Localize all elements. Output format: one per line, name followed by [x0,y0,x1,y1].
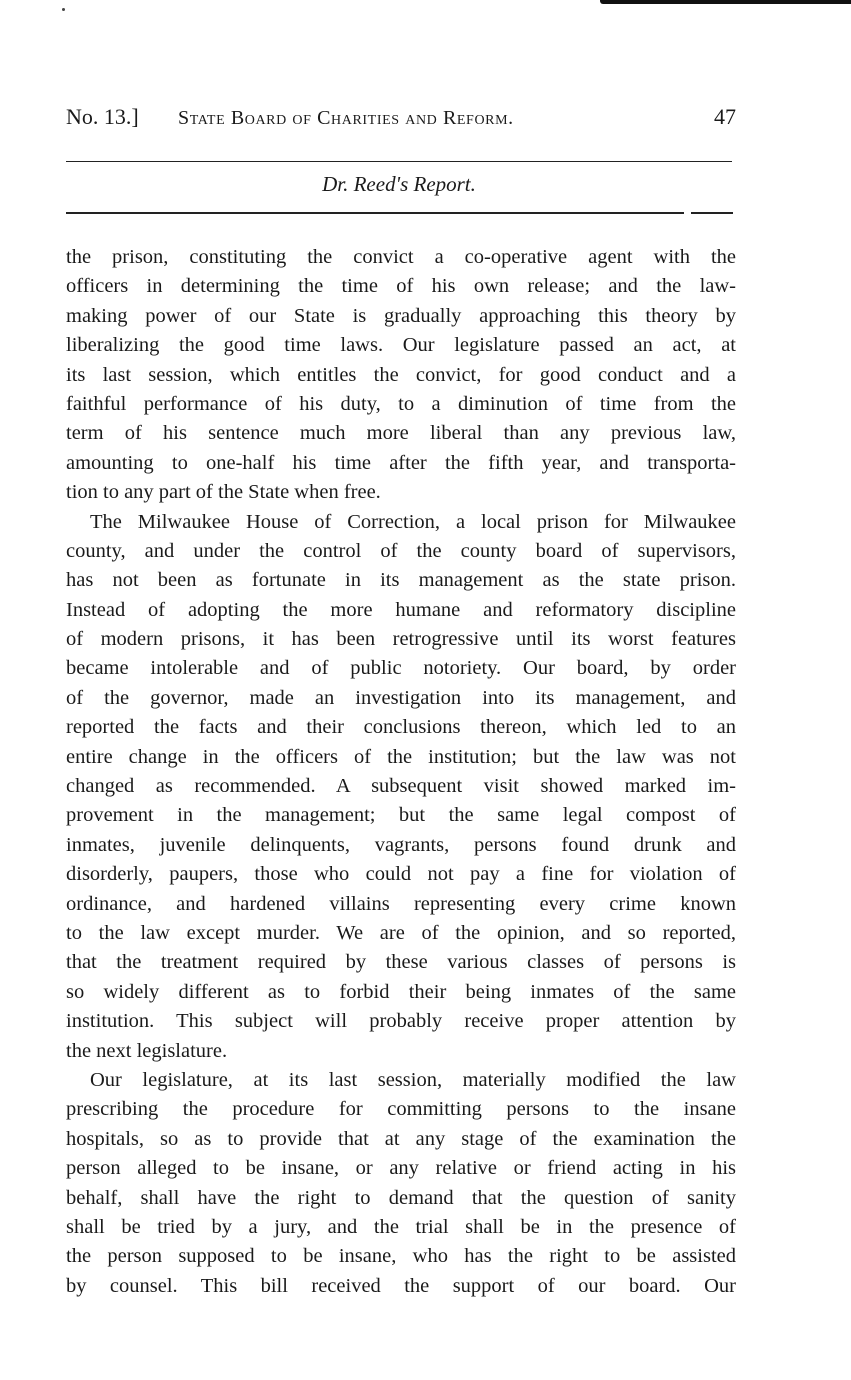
scan-edge-mark [600,0,851,4]
section-rule [66,212,684,214]
text-line: the person supposed to be insane, who has the right to be assisted [66,1245,736,1268]
text-line: tion to any part of the State when free. [66,481,381,504]
section-title: Dr. Reed's Report. [322,172,476,196]
text-line: officers in determining the time of his own release; and the law- [66,275,736,298]
text-line: term of his sentence much more liberal than any previous law, [66,422,736,445]
text-line: inmates, juvenile delinquents, vagrants, persons found drunk and [66,833,736,856]
document-number: No. 13.] [66,104,139,129]
text-line: by counsel. This bill received the support of our board. Our [66,1274,736,1297]
paragraph-1 [66,243,736,508]
text-line: disorderly, paupers, those who could not pay a fine for violation of [66,863,736,886]
text-line: so widely different as to forbid their being inmates of the same [66,980,736,1003]
page-number: 47 [714,104,736,129]
text-line: to the law except murder. We are of the opinion, and so reported, [66,921,736,944]
text-line: ordinance, and hardened villains representing every crime known [66,892,736,915]
header-rule [66,161,732,162]
text-line: has not been as fortunate in its management as the state prison. [66,569,736,592]
text-line: changed as recommended. A subsequent visit showed marked im- [66,775,736,798]
text-line: Instead of adopting the more humane and reformatory discipline [66,598,736,621]
text-line: making power of our State is gradually approaching this theory by [66,304,736,327]
scan-speck [62,8,65,11]
text-line: that the treatment required by these various classes of persons is [66,951,736,974]
text-line: county, and under the control of the county board of supervisors, [66,539,736,562]
section-rule-segment [691,212,733,214]
paragraph-3 [66,1066,736,1301]
text-line: person alleged to be insane, or any relative or friend acting in his [66,1157,736,1180]
text-line: hospitals, so as to provide that at any stage of the examination the [66,1127,736,1150]
text-line: faithful performance of his duty, to a diminution of time from the [66,392,736,415]
text-line: the next legislature. [66,1039,228,1062]
text-line: liberalizing the good time laws. Our legislature passed an act, at [66,334,736,357]
text-line: of modern prisons, it has been retrogressive until its worst features [66,628,736,651]
running-header [66,104,736,134]
text-line: the prison, constituting the convict a co-operative agent with the [66,246,736,268]
text-line: amounting to one-half his time after the fifth year, and transporta- [66,451,736,474]
body-text [66,243,736,1301]
text-line: prescribing the procedure for committing persons to the insane [66,1098,736,1121]
text-line: reported the facts and their conclusions thereon, which led to an [66,716,736,739]
text-line: institution. This subject will probably receive proper attention by [66,1010,736,1033]
text-line: provement in the management; but the same legal compost of [66,804,736,827]
text-line: Our legislature, at its last session, materially modified the law [90,1068,736,1091]
text-line: of the governor, made an investigation into its management, and [66,686,736,709]
running-title: State Board of Charities and Reform. [178,107,514,129]
text-line: shall be tried by a jury, and the trial shall be in the presence of [66,1215,736,1238]
text-line: The Milwaukee House of Correction, a local prison for Milwaukee [90,510,736,533]
text-line: its last session, which entitles the convict, for good conduct and a [66,363,736,386]
text-line: behalf, shall have the right to demand that the question of sanity [66,1186,736,1209]
text-line: entire change in the officers of the institution; but the law was not [66,745,736,768]
text-line: became intolerable and of public notoriety. Our board, by order [66,657,736,680]
paragraph-2 [66,508,736,1066]
